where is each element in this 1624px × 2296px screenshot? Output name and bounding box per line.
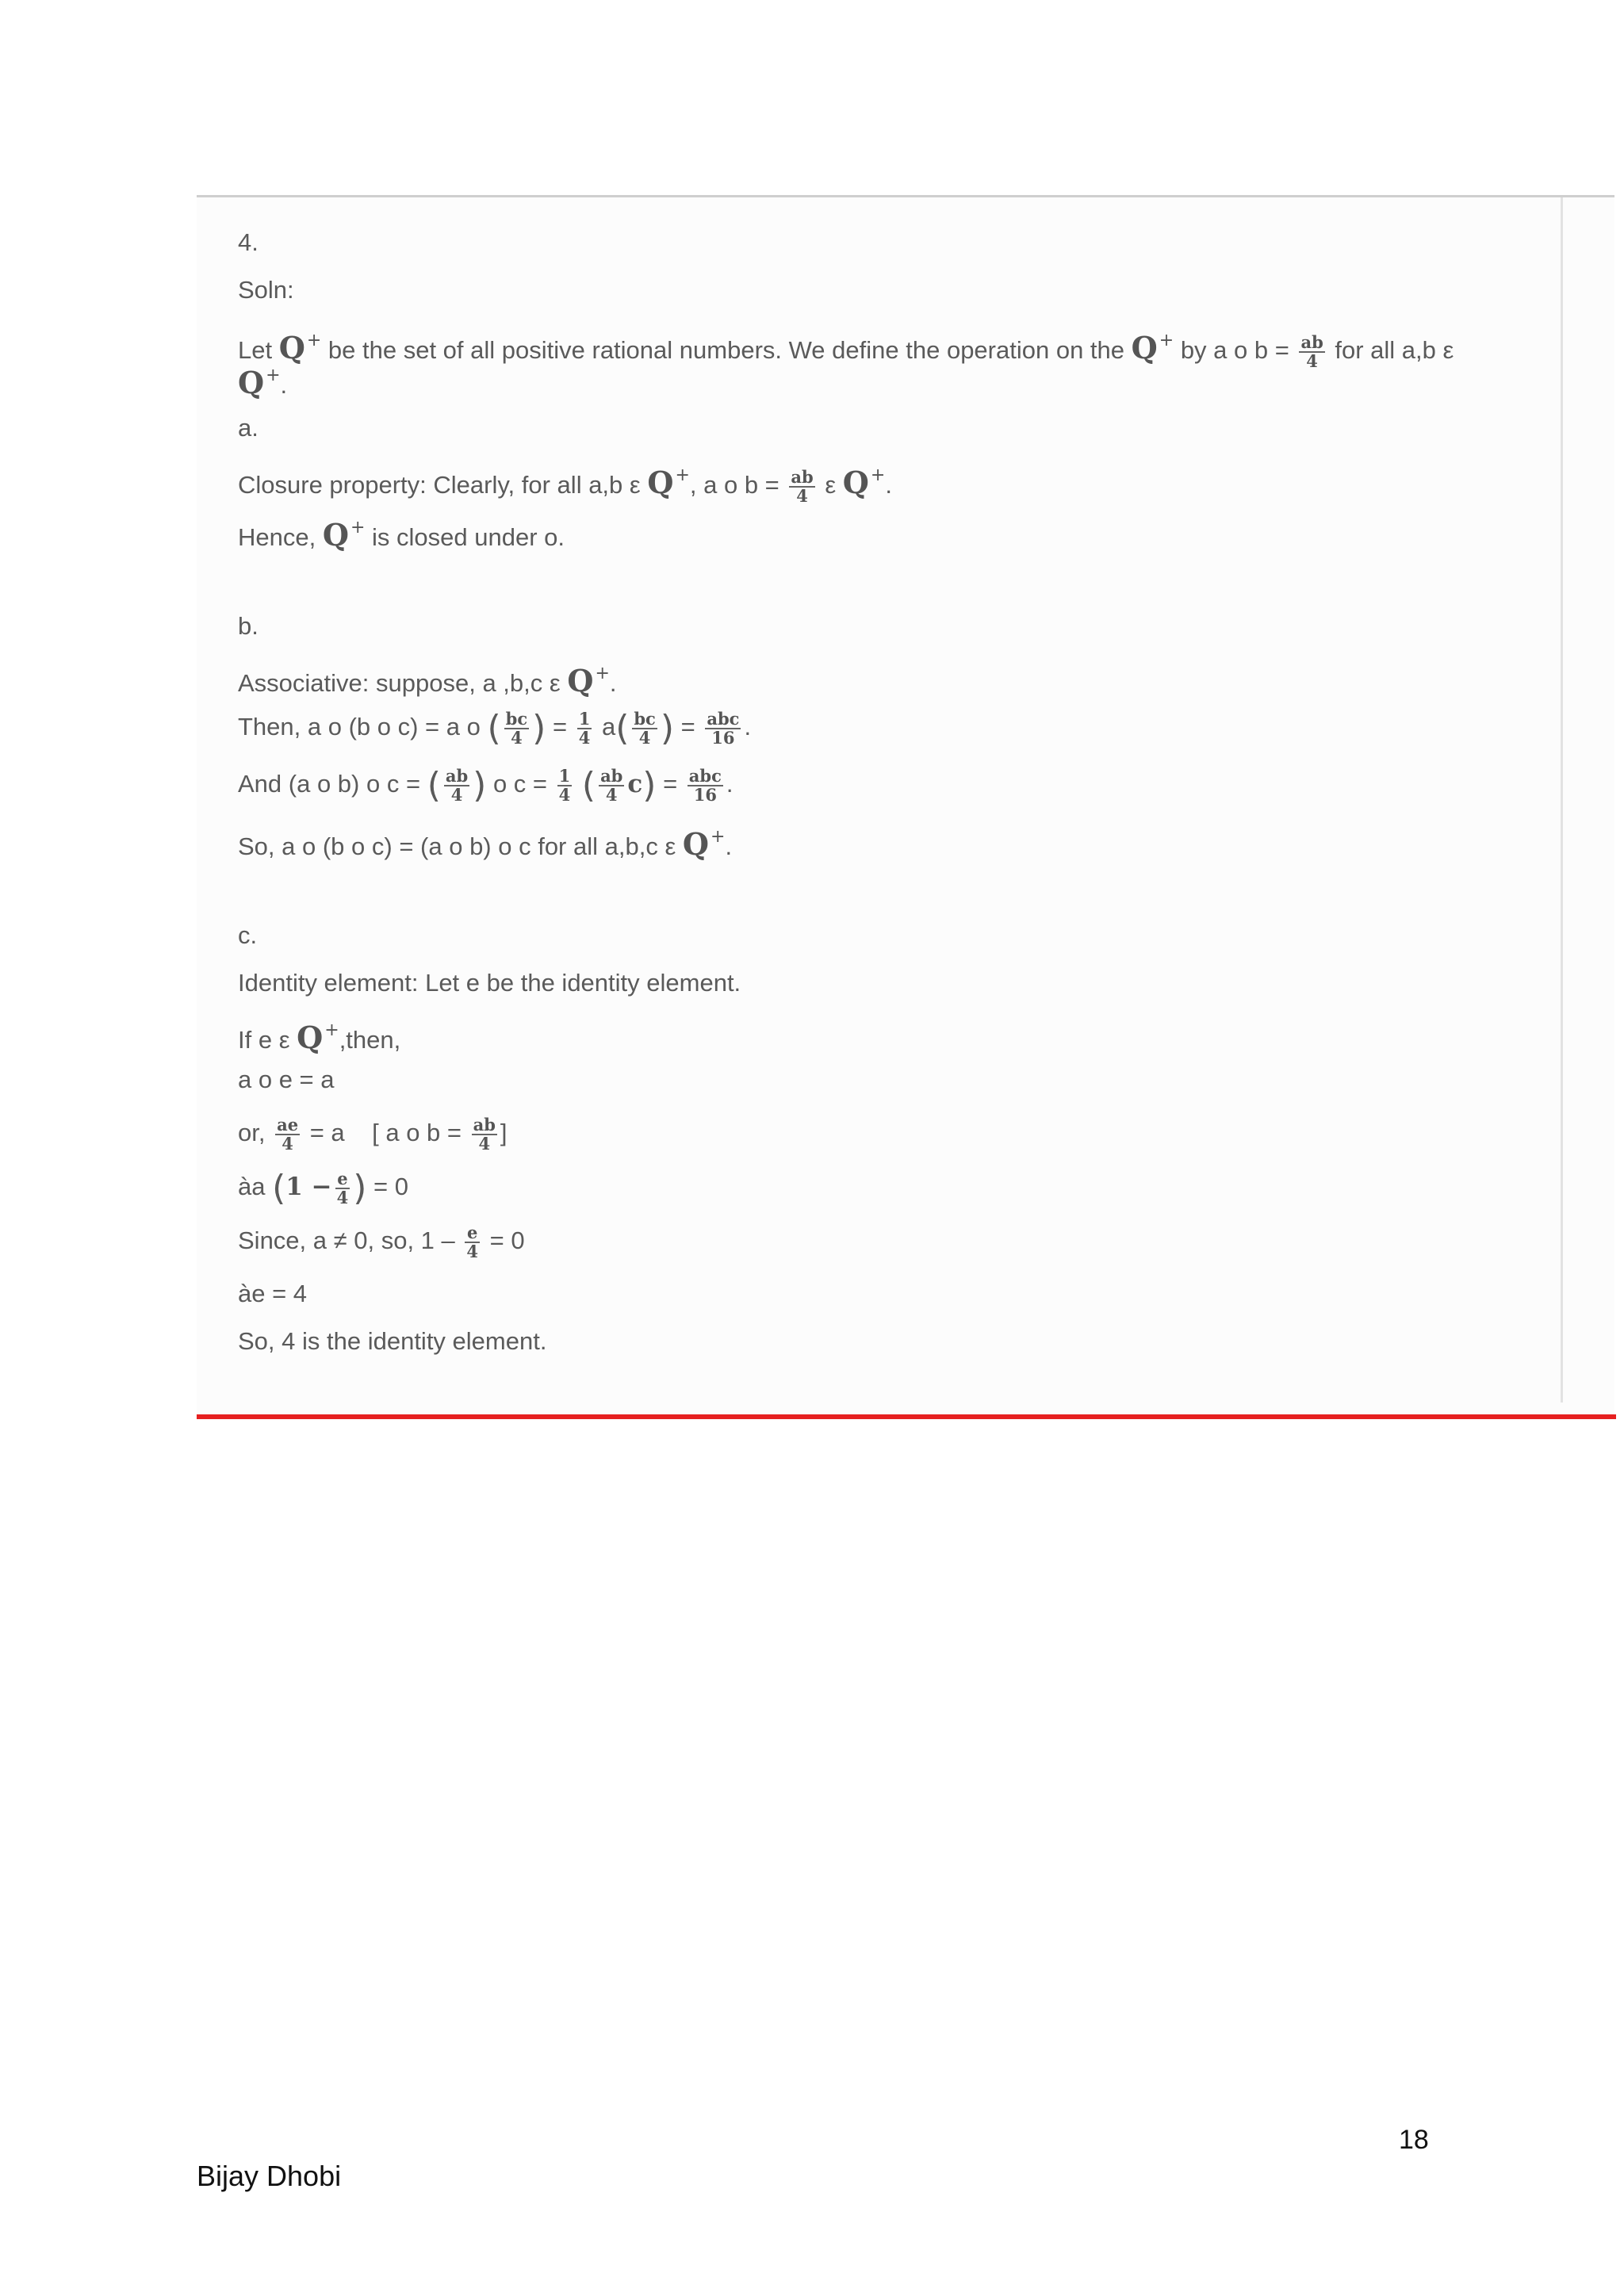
page-number: 18 — [1399, 2125, 1429, 2155]
fraction-bc-over-4: $\frac{bc}{4}$ — [505, 709, 528, 748]
set-symbol: Q+ — [567, 663, 610, 698]
fraction-ab-over-4: $\frac{ab}{4}$ — [600, 766, 623, 805]
identity-line: Identity element: Let e be the identity element. — [238, 969, 741, 997]
intro-line-continued: Q+. — [238, 365, 288, 400]
fraction-abc-over-16: $\frac{\text{abc}}{16}$ — [707, 709, 740, 748]
then-line: Then, a o (b o c) = a o ( $\frac{bc}{4}$ ) = $\frac{1}{4}$ a( $\frac{bc}{4}$ ) = $\frac{\text{abc}}{16}$ . — [238, 708, 752, 748]
question-number: 4. — [238, 228, 259, 256]
fraction-ab-over-4: $\frac{ab}{4}$ — [1300, 331, 1323, 371]
fraction-ae-over-4: $\frac{ae}{4}$ — [277, 1115, 299, 1154]
and-line: And (a o b) o c = ( $\frac{ab}{4}$ ) o c = $\frac{1}{4}$ ( $\frac{ab}{4}$ c) = $\frac{\text{abc}}{16}$ . — [238, 765, 733, 806]
author-name: Bijay Dhobi — [197, 2160, 342, 2192]
fraction-1-over-4: $\frac{1}{4}$ — [558, 766, 571, 805]
top-divider — [197, 195, 1614, 197]
set-symbol: Q+ — [322, 517, 366, 553]
aa-line: àa (1 − $\frac{e}{4}$ ) = 0 — [238, 1168, 409, 1208]
part-a-label: a. — [238, 414, 259, 442]
fraction-1-over-4: $\frac{1}{4}$ — [578, 709, 591, 748]
so-line: So, a o (b o c) = (a o b) o c for all a,b,c ε Q+. — [238, 826, 733, 862]
set-symbol: Q+ — [647, 465, 690, 500]
fraction-e-over-4: $\frac{e}{4}$ — [466, 1223, 479, 1261]
part-c-label: c. — [238, 921, 258, 949]
closure-line: Closure property: Clearly, for all a,b ε Q+, a o b = $\frac{ab}{4}$ ε Q+. — [238, 465, 892, 506]
if-line: If e ε Q+,then, — [238, 1020, 401, 1055]
soln-label: Soln: — [238, 276, 294, 304]
red-divider — [197, 1414, 1616, 1419]
set-symbol: Q+ — [297, 1020, 339, 1055]
fraction-bc-over-4: $\frac{bc}{4}$ — [634, 709, 656, 748]
set-symbol: Q+ — [278, 330, 322, 365]
fraction-abc-over-16: $\frac{\text{abc}}{16}$ — [688, 766, 722, 805]
ae-line: àe = 4 — [238, 1280, 308, 1307]
set-symbol: Q+ — [842, 465, 886, 500]
set-symbol: Q+ — [238, 365, 281, 400]
scroll-divider — [1561, 197, 1563, 1402]
fraction-ab-over-4: $\frac{ab}{4}$ — [445, 766, 469, 805]
since-line: Since, a ≠ 0, so, 1 – $\frac{e}{4}$ = 0 — [238, 1223, 525, 1261]
set-symbol: Q+ — [682, 826, 726, 862]
fraction-e-over-4: $\frac{e}{4}$ — [336, 1169, 349, 1207]
conclusion-line: So, 4 is the identity element. — [238, 1327, 547, 1355]
fraction-ab-over-4: $\frac{ab}{4}$ — [791, 466, 814, 506]
set-symbol: Q+ — [1131, 330, 1174, 365]
associative-line: Associative: suppose, a ,b,c ε Q+. — [238, 663, 617, 698]
or-line: or, $\frac{ae}{4}$ = a [ a o b = $\frac{ab}{4}$ ] — [238, 1115, 508, 1154]
hence-line: Hence, Q+ is closed under o. — [238, 517, 565, 553]
fraction-ab-over-4: $\frac{ab}{4}$ — [473, 1115, 496, 1154]
part-b-label: b. — [238, 612, 259, 640]
intro-line: Let Q+ be the set of all positive rational numbers. We define the operation on the Q+ by a o b = $\frac{ab}{4}$ for all a,b ε — [238, 330, 1454, 371]
aoe-line: a o e = a — [238, 1066, 335, 1093]
